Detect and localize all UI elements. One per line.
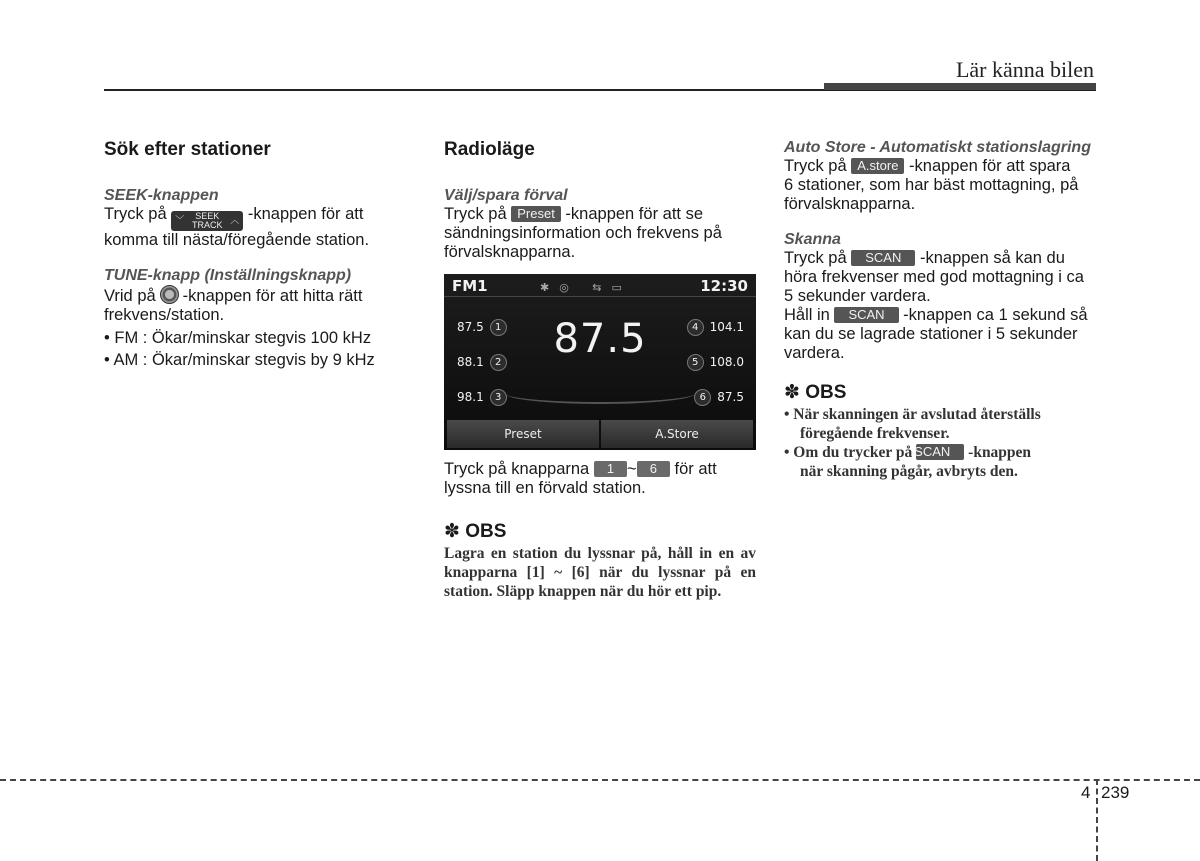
astore-button: A.store [851,158,904,174]
preset-button: Preset [511,206,561,222]
chevron-down-icon: ﹀ [175,215,185,225]
tune-step-list [104,329,417,370]
screen-preset-5: 5 108.0 [687,353,744,372]
obs-title: ✽ OBS [444,521,507,542]
page-number: 239 [1101,783,1130,802]
subheading-auto-store: Auto Store - Automatiskt stationslagring [784,139,1091,156]
screen-preset-4: 4 104.1 [687,318,744,337]
section-heading-radio: Radioläge [444,139,535,160]
subheading-preset: Välj/spara förval [444,187,568,204]
auto-store-instruction-rest: 6 stationer, som har bäst mottagning, på förvalsknapparna. [784,176,1079,213]
header-title: Lär känna bilen [955,57,1094,82]
obs-bullet-1: • När skanningen är avslutad återställs föregående frekvenser. [784,406,1041,442]
scan-instruction: Tryck på SCAN -knappen så kan du [784,249,1065,267]
column-auto-store [784,138,1096,481]
chevron-up-icon: ︿ [230,215,240,225]
obs-bullet-2-line2: när skanning pågår, avbryts den. [800,463,1018,480]
seek-instruction: Tryck på ﹀ SEEK TRACK ︿ -knappen för att [104,205,364,230]
seek-instruction-line2: komma till nästa/föregående station. [104,230,370,249]
footer-divider [0,779,1200,781]
preset-instruction-line2: sändningsinformation och frekvens på [444,224,722,242]
chapter-number: 4 [1081,783,1091,802]
subheading-seek: SEEK-knappen [104,187,219,204]
listen-instruction: Tryck på knapparna 1 ~ 6 för att [444,460,717,478]
column-radio-mode [444,138,756,601]
preset-instruction: Tryck på Preset -knappen för att se [444,205,704,223]
preset-1-button: 1 [594,461,627,477]
scan-button-hold: SCAN [834,307,898,323]
screen-preset-1: 87.5 1 [457,318,507,337]
listen-instruction-line2: lyssna till en förvald station. [444,479,646,497]
obs-title-scan: ✽ OBS [784,382,847,403]
screen-softkey-bar [447,420,753,448]
preset-instruction-line3: förvalsknapparna. [444,243,576,261]
status-icons: ✱◎ ⇆▭ [540,281,632,294]
column-search-stations [104,138,417,370]
screen-frequency: 87.5 [553,316,647,362]
radio-screen [444,274,756,450]
screen-preset-2: 88.1 2 [457,353,507,372]
screen-preset-softkey: Preset [447,420,599,448]
list-item: • AM : Ökar/minskar stegvis by 9 kHz [104,350,375,369]
subheading-tune: TUNE-knapp (Inställningsknapp) [104,266,352,284]
scan-button-obs: SCAN [916,444,964,460]
screen-preset-6: 6 87.5 [694,388,744,407]
screen-astore-softkey: A.Store [601,420,753,448]
hold-instruction-rest: kan du se lagrade stationer i 5 sekunder vardera. [784,325,1078,362]
screen-preset-3: 98.1 3 [457,388,507,407]
tune-instruction: Vrid på -knappen för att hitta rätt [104,286,363,305]
tune-instruction-line2: frekvens/station. [104,305,225,324]
preset-6-button: 6 [637,461,670,477]
scan-button: SCAN [851,250,915,266]
screen-band: FM1 [452,277,488,295]
scan-instruction-rest: höra frekvenser med god mottagning i ca 5 sekunder vardera. [784,268,1084,305]
subheading-scan: Skanna [784,231,841,248]
auto-store-instruction: Tryck på A.store -knappen för att spara [784,157,1071,175]
obs-bullet-2: • Om du trycker på SCAN -knappen [784,444,1032,461]
footer-vertical-divider [1096,779,1098,861]
tune-knob-icon [160,285,179,304]
list-item: • FM : Ökar/minskar stegvis 100 kHz [104,328,372,347]
obs-text: Lagra en station du lyssnar på, håll in en av knapparna [1] ~ [6] när du lyssnar på en station. Släpp knappen när du hör ett pip. [444,545,756,600]
header-rule-accent [824,83,1096,90]
section-heading-search: Sök efter stationer [104,139,271,160]
hold-instruction: Håll in SCAN -knappen ca 1 sekund så [784,306,1088,324]
screen-time: 12:30 [700,277,748,295]
seek-track-button: ﹀ SEEK TRACK ︿ [171,211,243,231]
